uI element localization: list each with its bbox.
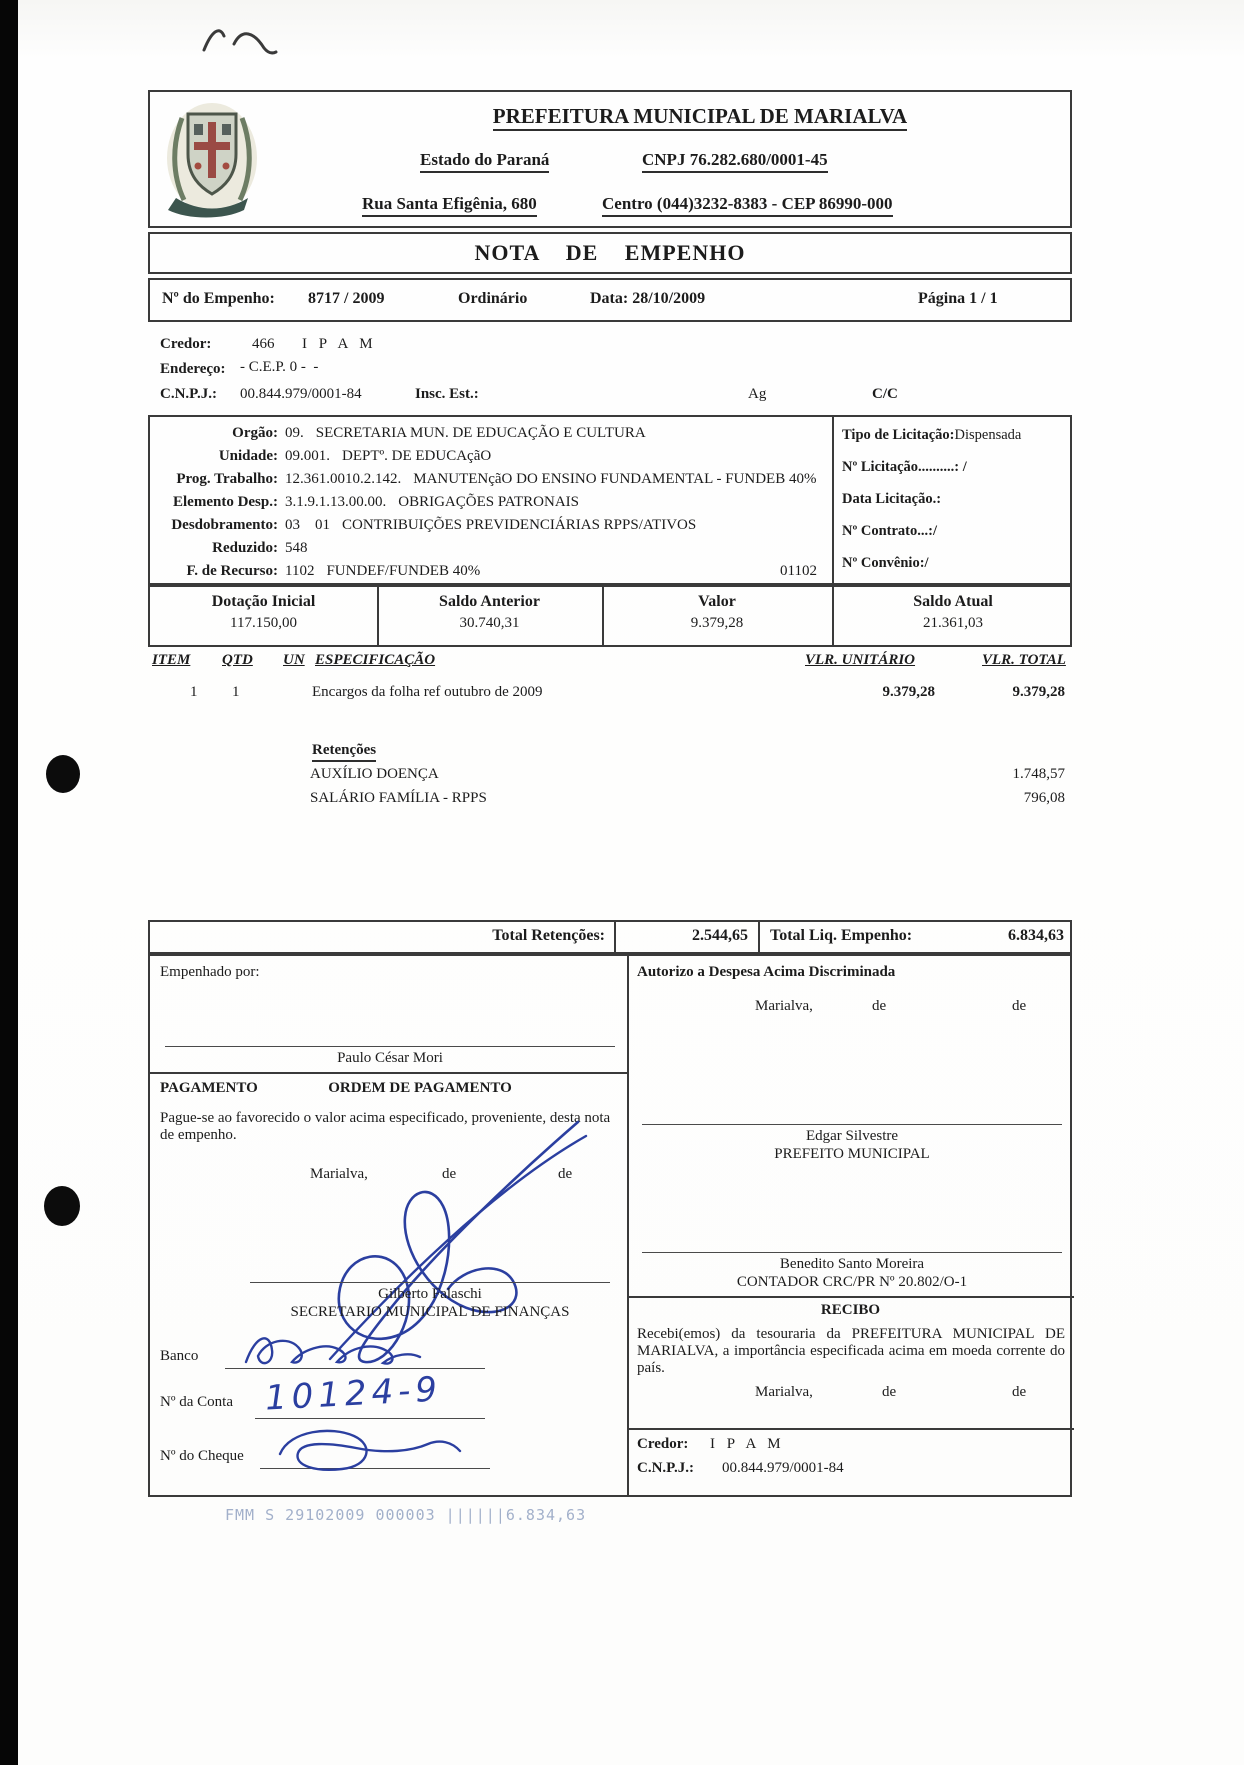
banco-label: Banco: [160, 1348, 199, 1364]
totals-divider: [614, 922, 616, 952]
org-address: Rua Santa Efigênia, 680: [362, 194, 537, 217]
recibo-title: RECIBO: [820, 1302, 881, 1318]
recibo-cnpj-value: 00.844.979/0001-84: [722, 1460, 844, 1476]
org-address-2: Centro (044)3232-8383 - CEP 86990-000: [602, 194, 893, 217]
conta-line: [255, 1418, 485, 1419]
document-header: [148, 90, 1072, 228]
ordem-pagamento-title: ORDEM DE PAGAMENTO: [328, 1080, 512, 1096]
retencoes-title: Retenções: [312, 742, 376, 762]
budget-row: [158, 494, 830, 511]
state-label: Estado do Paraná: [420, 150, 549, 173]
budget-box: [148, 415, 1072, 585]
hole-punch-mark: [46, 755, 80, 793]
budget-row-desc: CONTRIBUIÇÕES PREVIDENCIÁRIAS RPPS/ATIVOS: [342, 517, 697, 533]
org-cnpj: CNPJ 76.282.680/0001-45: [642, 150, 828, 173]
org-name: PREFEITURA MUNICIPAL DE MARIALVA: [493, 104, 907, 131]
empenhado-por-label: Empenhado por:: [160, 964, 260, 980]
recibo-credor-label: Credor:: [637, 1436, 689, 1452]
retencao-name: SALÁRIO FAMÍLIA - RPPS: [310, 790, 487, 806]
pagamento-title: PAGAMENTO: [160, 1080, 258, 1096]
creditor-cnpj: 00.844.979/0001-84: [240, 386, 362, 402]
amount-label: Valor: [698, 593, 736, 610]
licitacao-line: [842, 491, 941, 508]
creditor-cnpj-label: C.N.P.J.:: [160, 386, 217, 402]
item-total-value: 9.379,28: [1012, 684, 1065, 700]
amount-value: 30.740,31: [459, 615, 520, 631]
budget-row-desc: FUNDEF/FUNDEB 40%: [326, 563, 481, 579]
amount-label: Saldo Atual: [913, 593, 993, 610]
ordem-pagamento-text: Pague-se ao favorecido o valor acima especificado, proveniente, desta nota de empenho.: [160, 1110, 611, 1143]
licitacao-label: Nº Licitação..........: /: [842, 459, 967, 475]
city-label: Marialva,: [755, 998, 813, 1014]
signature-line: [250, 1282, 610, 1283]
empenho-page: Página 1 / 1: [918, 290, 998, 307]
autorizo-title: Autorizo a Despesa Acima Discriminada: [637, 964, 896, 980]
budget-row-code: 09.001.: [285, 448, 330, 464]
items-header-total: VLR. TOTAL: [982, 652, 1066, 668]
item-spec: Encargos da folha ref outubro de 2009: [312, 684, 543, 700]
empenho-number-label: Nº do Empenho:: [162, 290, 275, 307]
signature-line: [165, 1046, 615, 1047]
empenho-date: Data: 28/10/2009: [590, 290, 706, 307]
banco-handwriting: [240, 1324, 430, 1372]
amount-cell: [832, 587, 1074, 645]
budget-row: [158, 517, 830, 534]
cc-label: C/C: [872, 386, 898, 402]
budget-row: [158, 540, 830, 557]
recibo-credor-value: I P A M: [710, 1436, 785, 1452]
contador-name: Benedito Santo Moreira: [779, 1256, 925, 1272]
total-liquido-value: 6.834,63: [1008, 927, 1064, 944]
amount-value: 21.361,03: [923, 615, 983, 631]
budget-row-label: Elemento Desp.:: [173, 494, 278, 510]
items-header-spec: ESPECIFICAÇÃO: [315, 652, 436, 668]
items-header-qtd: QTD: [222, 652, 253, 668]
recibo-divider: [627, 1296, 1074, 1298]
creditor-code: 466: [252, 336, 275, 352]
hole-punch-mark: [44, 1186, 80, 1226]
pagamento-divider: [150, 1072, 627, 1074]
signature-line: [642, 1124, 1062, 1125]
de-label: de: [558, 1166, 573, 1182]
budget-row-code: 548: [285, 540, 308, 556]
city-label: Marialva,: [755, 1384, 813, 1400]
conta-label: Nº da Conta: [160, 1394, 233, 1410]
licitacao-label: Nº Contrato...:/: [842, 523, 937, 539]
signer2-name: Gilberto Falaschi: [378, 1286, 482, 1302]
budget-row-label: Orgão:: [232, 425, 278, 441]
signer1-name: Paulo César Mori: [337, 1050, 443, 1066]
signature-line: [642, 1252, 1062, 1253]
empenho-number-row: [148, 278, 1072, 322]
creditor-address-label: Endereço:: [160, 361, 226, 377]
amount-cell: [602, 587, 832, 645]
budget-row-label: Reduzido:: [212, 540, 278, 556]
budget-row: [158, 471, 830, 488]
cheque-handwriting: [268, 1422, 468, 1474]
scan-edge-artifact: [0, 0, 18, 1765]
items-header-unit: VLR. UNITÁRIO: [805, 652, 916, 668]
retencao-name: AUXÍLIO DOENÇA: [310, 766, 439, 782]
budget-row-label: Unidade:: [218, 448, 278, 464]
de-label: de: [442, 1166, 457, 1182]
org-name-row: [350, 104, 1050, 129]
licitacao-label: Data Licitação.:: [842, 491, 942, 507]
empenho-type: Ordinário: [458, 290, 528, 307]
item-number: 1: [190, 684, 198, 700]
pen-mark: [198, 16, 278, 60]
licitacao-label: Tipo de Licitação:: [842, 427, 955, 443]
budget-row-desc: DEPTº. DE EDUCAçãO: [342, 448, 492, 464]
insc-est-label: Insc. Est.:: [415, 386, 479, 402]
de-label: de: [1012, 998, 1027, 1014]
cheque-label: Nº do Cheque: [160, 1448, 244, 1464]
amount-value: 9.379,28: [690, 615, 744, 631]
items-header-item: ITEM: [152, 652, 191, 668]
doc-title-band: [148, 232, 1072, 274]
dot-matrix-stamp: FMM S 29102009 000003 ||||||6.834,63: [225, 1506, 587, 1524]
totals-row: [148, 920, 1072, 954]
budget-row-code: 3.1.9.1.13.00.00.: [285, 494, 387, 510]
prefeito-title: PREFEITO MUNICIPAL: [774, 1146, 930, 1162]
creditor-name: I P A M: [302, 336, 377, 352]
amount-label: Dotação Inicial: [211, 593, 316, 610]
recibo-text: Recebi(emos) da tesouraria da PREFEITURA MUNICIPAL DE MARIALVA, a importância especificada acima em moeda corrente do país.: [637, 1326, 1065, 1376]
budget-row-code: 12.361.0010.2.142.: [285, 471, 402, 487]
credor-divider: [627, 1428, 1074, 1430]
conta-handwriting: 10124-9: [264, 1369, 443, 1419]
items-header-un: UN: [283, 652, 305, 668]
signer2-title: SECRETARIO MUNICIPAL DE FINANÇAS: [290, 1304, 570, 1320]
budget-row: [158, 448, 830, 465]
budget-row-label: Desdobramento:: [171, 517, 278, 533]
licitacao-line: [842, 459, 967, 476]
item-unit-value: 9.379,28: [882, 684, 935, 700]
budget-row: [158, 425, 830, 442]
licitacao-value: Dispensada: [954, 427, 1022, 443]
amount-value: 117.150,00: [230, 615, 297, 631]
totals-divider: [758, 922, 760, 952]
budget-row-code: 1102: [285, 563, 315, 579]
recurso-extra-code: 01102: [780, 563, 817, 579]
budget-licitacao-divider: [832, 417, 834, 583]
budget-row-label: F. de Recurso:: [186, 563, 278, 579]
city-label: Marialva,: [310, 1166, 368, 1182]
licitacao-label: Nº Convênio:/: [842, 555, 929, 571]
ag-label: Ag: [748, 386, 767, 402]
empenho-number: 8717 / 2009: [308, 290, 385, 307]
signoff-box: [148, 954, 1072, 1497]
amount-label: Saldo Anterior: [439, 593, 540, 610]
doc-title: NOTA DE EMPENHO: [474, 240, 746, 265]
budget-row-desc: OBRIGAÇÕES PATRONAIS: [398, 494, 579, 510]
retencao-value: 796,08: [1023, 790, 1065, 806]
budget-row-code: 03 01: [285, 517, 330, 533]
amount-cell: [377, 587, 602, 645]
licitacao-line: [842, 523, 937, 540]
amounts-table: [148, 585, 1072, 647]
coat-of-arms-logo: [164, 100, 260, 218]
item-qtd: 1: [232, 684, 240, 700]
signoff-divider: [627, 956, 629, 1495]
de-label: de: [882, 1384, 897, 1400]
de-label: de: [872, 998, 887, 1014]
retencao-value: 1.748,57: [1012, 766, 1065, 782]
budget-row-code: 09.: [285, 425, 304, 441]
total-retencoes-value: 2.544,65: [692, 927, 748, 944]
budget-row-label: Prog. Trabalho:: [176, 471, 278, 487]
budget-row: [158, 563, 830, 580]
amount-cell: [150, 587, 377, 645]
creditor-label: Credor:: [160, 336, 212, 352]
contador-title: CONTADOR CRC/PR Nº 20.802/O-1: [736, 1274, 968, 1290]
prefeito-name: Edgar Silvestre: [805, 1128, 899, 1144]
licitacao-line: [842, 427, 1021, 444]
budget-row-desc: MANUTENçãO DO ENSINO FUNDAMENTAL - FUNDEB 40%: [413, 471, 817, 487]
de-label: de: [1012, 1384, 1027, 1400]
licitacao-line: [842, 555, 929, 572]
total-retencoes-label: Total Retenções:: [492, 927, 605, 944]
total-liquido-label: Total Liq. Empenho:: [770, 927, 913, 944]
recibo-cnpj-label: C.N.P.J.:: [637, 1460, 694, 1476]
creditor-address: - C.E.P. 0 - -: [240, 359, 319, 375]
budget-row-desc: SECRETARIA MUN. DE EDUCAÇÃO E CULTURA: [315, 425, 646, 441]
